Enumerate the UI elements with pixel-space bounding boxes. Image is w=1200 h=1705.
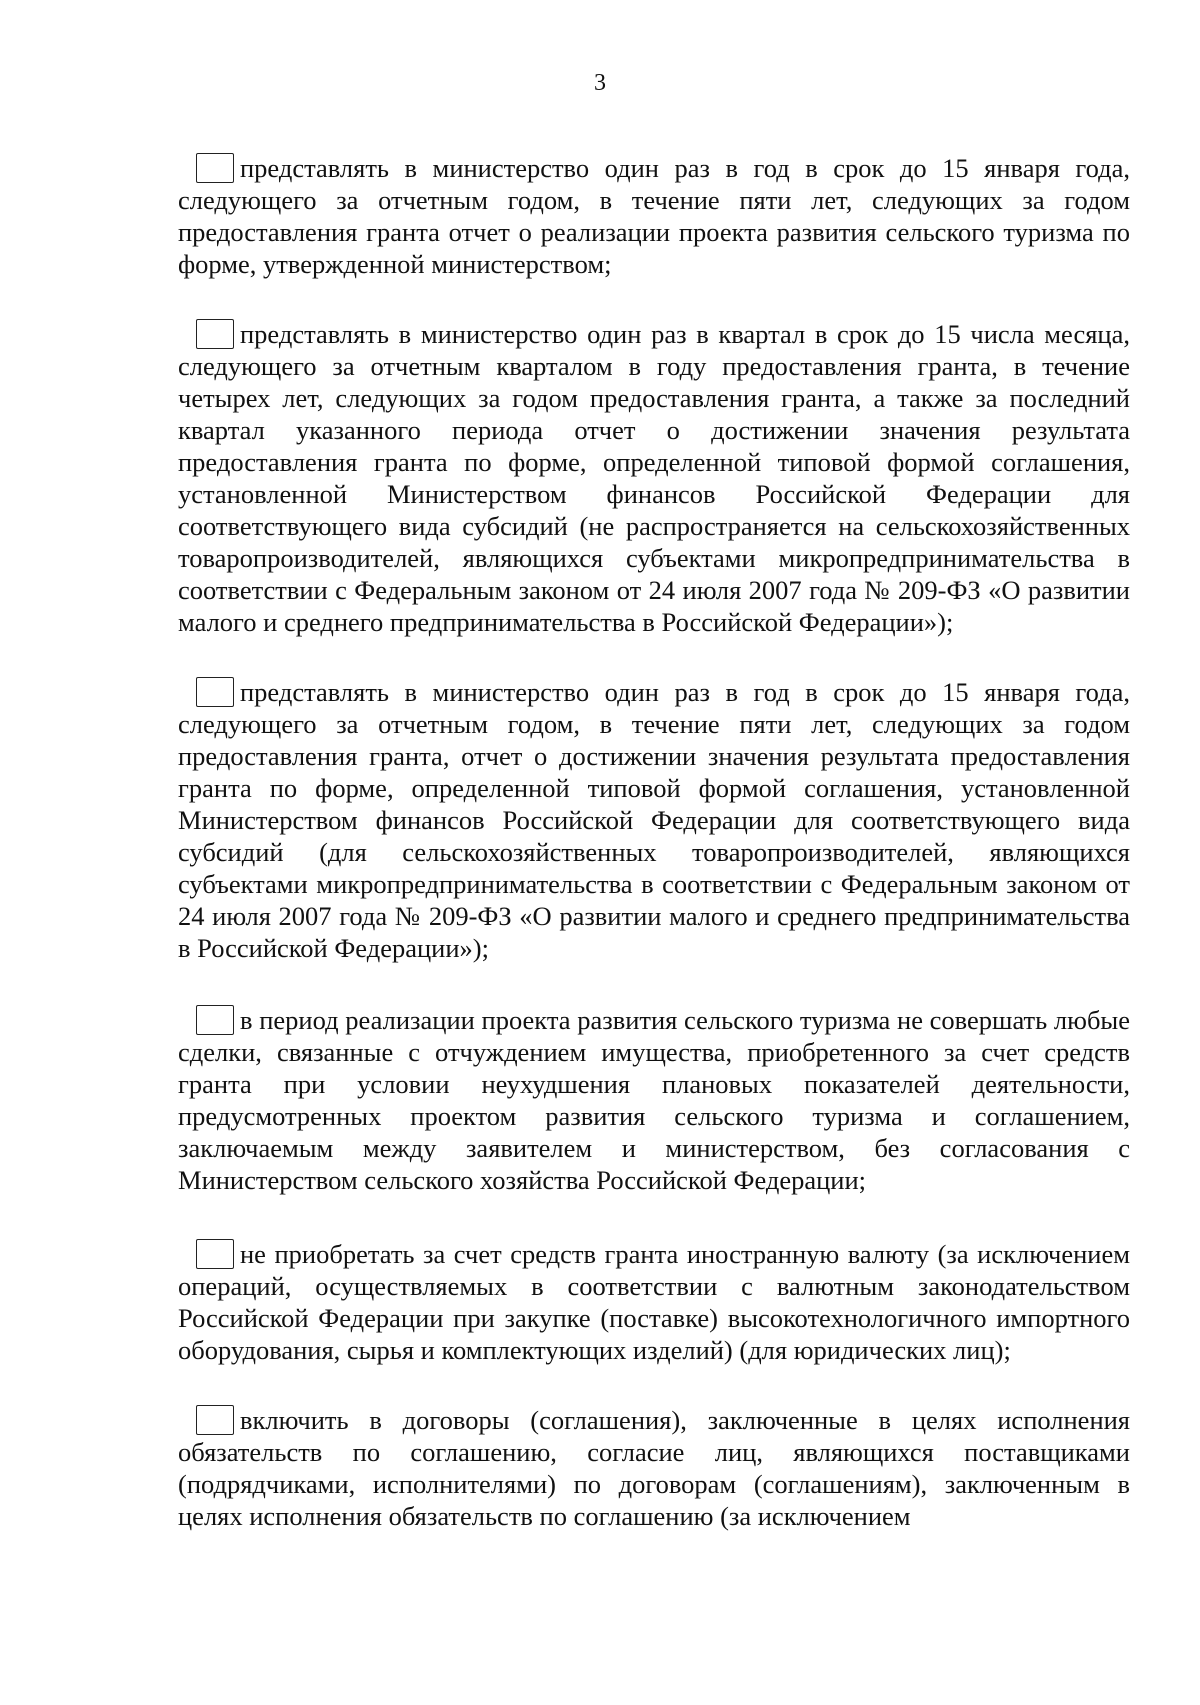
obligation-checkbox[interactable] — [196, 319, 234, 349]
obligation-checkbox[interactable] — [196, 1005, 234, 1035]
obligation-paragraph — [178, 152, 1130, 280]
obligation-text: представлять в министерство один раз в год в срок до 15 января года, следующего за отчетным годом, в течение пяти лет, следующих за годом предоставления гранта, отчет о достижении значения результата предоставления гранта по форме, определенной типовой формой соглашения, установленной Министерством финансов Российской Федерации для соответствующего вида субсидий (для сельскохозяйственных товаропроизводителей, являющихся субъектами микропредпринимательства в соответствии с Федеральным законом от 24 июля 2007 года № 209-ФЗ «О развитии малого и среднего предпринимательства в Российской Федерации»); — [178, 677, 1130, 963]
obligation-paragraph — [178, 1004, 1130, 1196]
obligation-checkbox[interactable] — [196, 677, 234, 707]
obligation-checkbox[interactable] — [196, 1405, 234, 1435]
obligation-checkbox[interactable] — [196, 153, 234, 183]
obligation-paragraph — [178, 318, 1130, 638]
obligation-paragraph — [178, 676, 1130, 964]
obligation-paragraph — [178, 1238, 1130, 1366]
obligation-paragraph — [178, 1404, 1130, 1532]
obligation-checkbox[interactable] — [196, 1239, 234, 1269]
document-body — [178, 152, 1130, 1570]
obligation-text: в период реализации проекта развития сельского туризма не совершать любые сделки, связанные с отчуждением имущества, приобретенного за счет средств гранта при условии неухудшения плановых показателей деятельности, предусмотренных проектом развития сельского туризма и соглашением, заключаемым между заявителем и министерством, без согласования с Министерством сельского хозяйства Российской Федерации; — [178, 1005, 1130, 1195]
obligation-text: представлять в министерство один раз в год в срок до 15 января года, следующего за отчетным годом, в течение пяти лет, следующих за годом предоставления гранта отчет о реализации проекта развития сельского туризма по форме, утвержденной министерством; — [178, 153, 1130, 279]
obligation-text: включить в договоры (соглашения), заключенные в целях исполнения обязательств по соглашению, согласие лиц, являющихся поставщиками (подрядчиками, исполнителями) по договорам (соглашениям), заключенным в целях исполнения обязательств по соглашению (за исключением — [178, 1405, 1130, 1531]
page-number: 3 — [594, 70, 606, 96]
obligation-text: представлять в министерство один раз в квартал в срок до 15 числа месяца, следующего за отчетным кварталом в году предоставления гранта, в течение четырех лет, следующих за годом предоставления гранта, а также за последний квартал указанного периода отчет о достижении значения результата предоставления гранта по форме, определенной типовой формой соглашения, установленной Министерством финансов Российской Федерации для соответствующего вида субсидий (не распространяется на сельскохозяйственных товаропроизводителей, являющихся субъектами микропредпринимательства в соответствии с Федеральным законом от 24 июля 2007 года № 209-ФЗ «О развитии малого и среднего предпринимательства в Российской Федерации»); — [178, 319, 1130, 637]
obligation-text: не приобретать за счет средств гранта иностранную валюту (за исключением операций, осуществляемых в соответствии с валютным законодательством Российской Федерации при закупке (поставке) высокотехнологичного импортного оборудования, сырья и комплектующих изделий) (для юридических лиц); — [178, 1239, 1130, 1365]
